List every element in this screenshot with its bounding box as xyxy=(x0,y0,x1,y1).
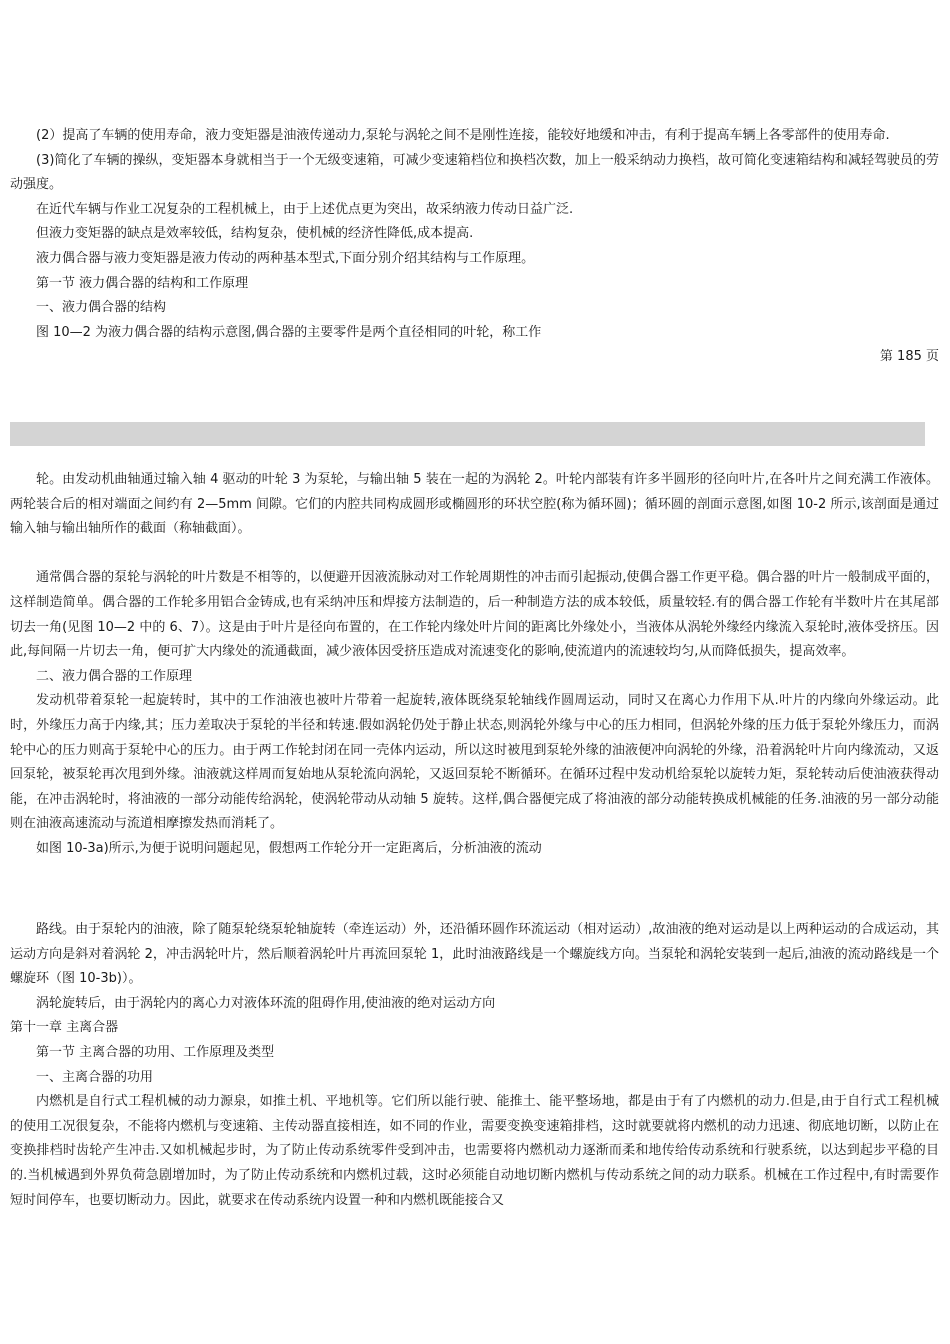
paragraph-two-types-intro: 液力偶合器与液力变矩器是液力传动的两种基本型式,下面分别介绍其结构与工作原理。 xyxy=(36,250,535,266)
chapter-heading-main-clutch: 第十一章 主离合器 xyxy=(10,1020,119,1036)
paragraph-turbine-rotation: 涡轮旋转后，由于涡轮内的离心力对液体环流的阻碍作用,使油液的绝对运动方向 xyxy=(36,995,496,1011)
paragraph-wide-adoption: 在近代车辆与作业工况复杂的工程机械上，由于上述优点更为突出，故采纳液力传动日益广泛. xyxy=(36,201,574,217)
page-number: 第 185 页 xyxy=(879,349,939,365)
paragraph-figure-10-2: 图 10—2 为液力偶合器的结构示意图,偶合器的主要零件是两个直径相同的叶轮，称工作 xyxy=(36,324,542,340)
paragraph-engine-power-source: 内燃机是自行式工程机械的动力源泉，如推土机、平地机等。它们所以能行驶、能推土、能平整场地，都是由于有了内燃机的动力.但是,由于自行式工程机械的使用工况很复杂，不能将内燃机与变速箱、主传动器直接相连，如不同的作业，需要变换变速箱排档，这时就要就将内燃机的动力迅速、彻底地切断，以防止在变换排档时齿轮产生冲击.又如机械起步时，为了防止传动系统零件受到冲击，也需要将内燃机动力逐渐而柔和地传给传动系统和行驶系统，以达到起步平稳的目的.当机械遇到外界负荷急剧增加时，为了防止传动系统和内燃机过载，这时必须能自动地切断内燃机与传动系统之间的动力联系。机械在工作过程中,有时需要作短时间停车，也要切断动力。因此，就要求在传动系统内设置一种和内燃机既能接合又 xyxy=(10,1094,940,1208)
document-section-2 xyxy=(10,468,939,862)
document-section-1 xyxy=(10,124,939,370)
paragraph-torque-converter-lifespan: (2）提高了车辆的使用寿命，液力变矩器是油液传递动力,泵轮与涡轮之间不是刚性连接，能较好地缓和冲击，有利于提高车辆上各零部件的使用寿命. xyxy=(36,128,890,143)
subheading-coupling-structure: 一、液力偶合器的结构 xyxy=(36,300,167,316)
paragraph-flow-path: 路线。由于泵轮内的油液，除了随泵轮绕泵轮轴旋转（牵连运动）外，还沿循环圆作环流运动（相对运动）,故油液的绝对运动是以上两种运动的合成运动，其运动方向是斜对着涡轮 2，冲击涡轮叶片，然后顺着涡轮叶片再流回泵轮 1，此时油液路线是一个螺旋线方向。当泵轮和涡轮安装到一起后,油液的流动路线是一个螺旋环（图 10-3b)）。 xyxy=(10,922,939,987)
paragraph-disadvantages: 但液力变矩器的缺点是效率较低，结构复杂，使机械的经济性降低,成本提高. xyxy=(36,226,474,242)
paragraph-impeller-description: 轮。由发动机曲轴通过输入轴 4 驱动的叶轮 3 为泵轮，与输出轴 5 装在一起的为涡轮 2。叶轮内部装有许多半圆形的径向叶片,在各叶片之间充满工作液体。两轮装合后的相对端面之间约有 2—5mm 间隙。它们的内腔共同构成圆形或椭圆形的环状空腔(称为循环圆)；循环圆的剖面示意图,如图 10-2 所示,该剖面是通过输入轴与输出轴所作的截面（称轴截面）。 xyxy=(10,472,939,537)
section-heading-clutch-function: 第一节 主离合器的功用、工作原理及类型 xyxy=(36,1044,275,1060)
paragraph-figure-10-3a: 如图 10-3a)所示,为便于说明问题起见，假想两工作轮分开一定距离后，分析油液的流动 xyxy=(36,840,542,856)
document-section-3 xyxy=(10,918,939,1213)
subheading-clutch-function: 一、主离合器的功用 xyxy=(36,1069,154,1085)
page-divider-band xyxy=(10,422,925,446)
section-heading-coupling: 第一节 液力偶合器的结构和工作原理 xyxy=(36,275,249,291)
paragraph-blade-count: 通常偶合器的泵轮与涡轮的叶片数是不相等的，以便避开因液流脉动对工作轮周期性的冲击而引起振动,使偶合器工作更平稳。偶合器的叶片一般制成平面的，这样制造简单。偶合器的工作轮多用铝合金铸成,也有采纳冲压和焊接方法制造的，后一种制造方法的成本较低，质量较轻.有的偶合器工作轮有半数叶片在其尾部切去一角(见图 10—2 中的 6、7）。这是由于叶片是径向布置的，在工作轮内缘处叶片间的距离比外缘处小，当液体从涡轮外缘经内缘流入泵轮时,液体受挤压。因此,每间隔一片切去一角，便可扩大内缘处的流通截面，减少液体因受挤压造成对流速变化的影响,使流道内的流速较均匀,从而降低损失，提高效率。 xyxy=(10,570,939,660)
paragraph-simplified-operation: (3)简化了车辆的操纵，变矩器本身就相当于一个无级变速箱，可减少变速箱档位和换档次数，加上一般采纳动力换档，故可简化变速箱结构和减轻驾驶员的劳动强度。 xyxy=(10,152,939,193)
subheading-working-principle: 二、液力偶合器的工作原理 xyxy=(36,668,193,684)
paragraph-working-principle: 发动机带着泵轮一起旋转时，其中的工作油液也被叶片带着一起旋转,液体既绕泵轮轴线作圆周运动，同时又在离心力作用下从.叶片的内缘向外缘运动。此时，外缘压力高于内缘,其；压力差取决于泵轮的半径和转速.假如涡轮仍处于静止状态,则涡轮外缘与中心的压力相同，但涡轮外缘的压力低于泵轮外缘压力，而涡轮中心的压力则高于泵轮中心的压力。由于两工作轮封闭在同一壳体内运动，所以这时被甩到泵轮外缘的油液便冲向涡轮的外缘，沿着涡轮叶片向内缘流动，又返回泵轮，被泵轮再次甩到外缘。油液就这样周而复始地从泵轮流向涡轮，又返回泵轮不断循环。在循环过程中发动机给泵轮以旋转力矩，泵轮转动后使油液获得动能，在冲击涡轮时，将油液的一部分动能传给涡轮，使涡轮带动从动轴 5 旋转。这样,偶合器便完成了将油液的部分动能转换成机械能的任务.油液的另一部分动能则在油液高速流动与流道相摩擦发热而消耗了。 xyxy=(10,693,939,832)
